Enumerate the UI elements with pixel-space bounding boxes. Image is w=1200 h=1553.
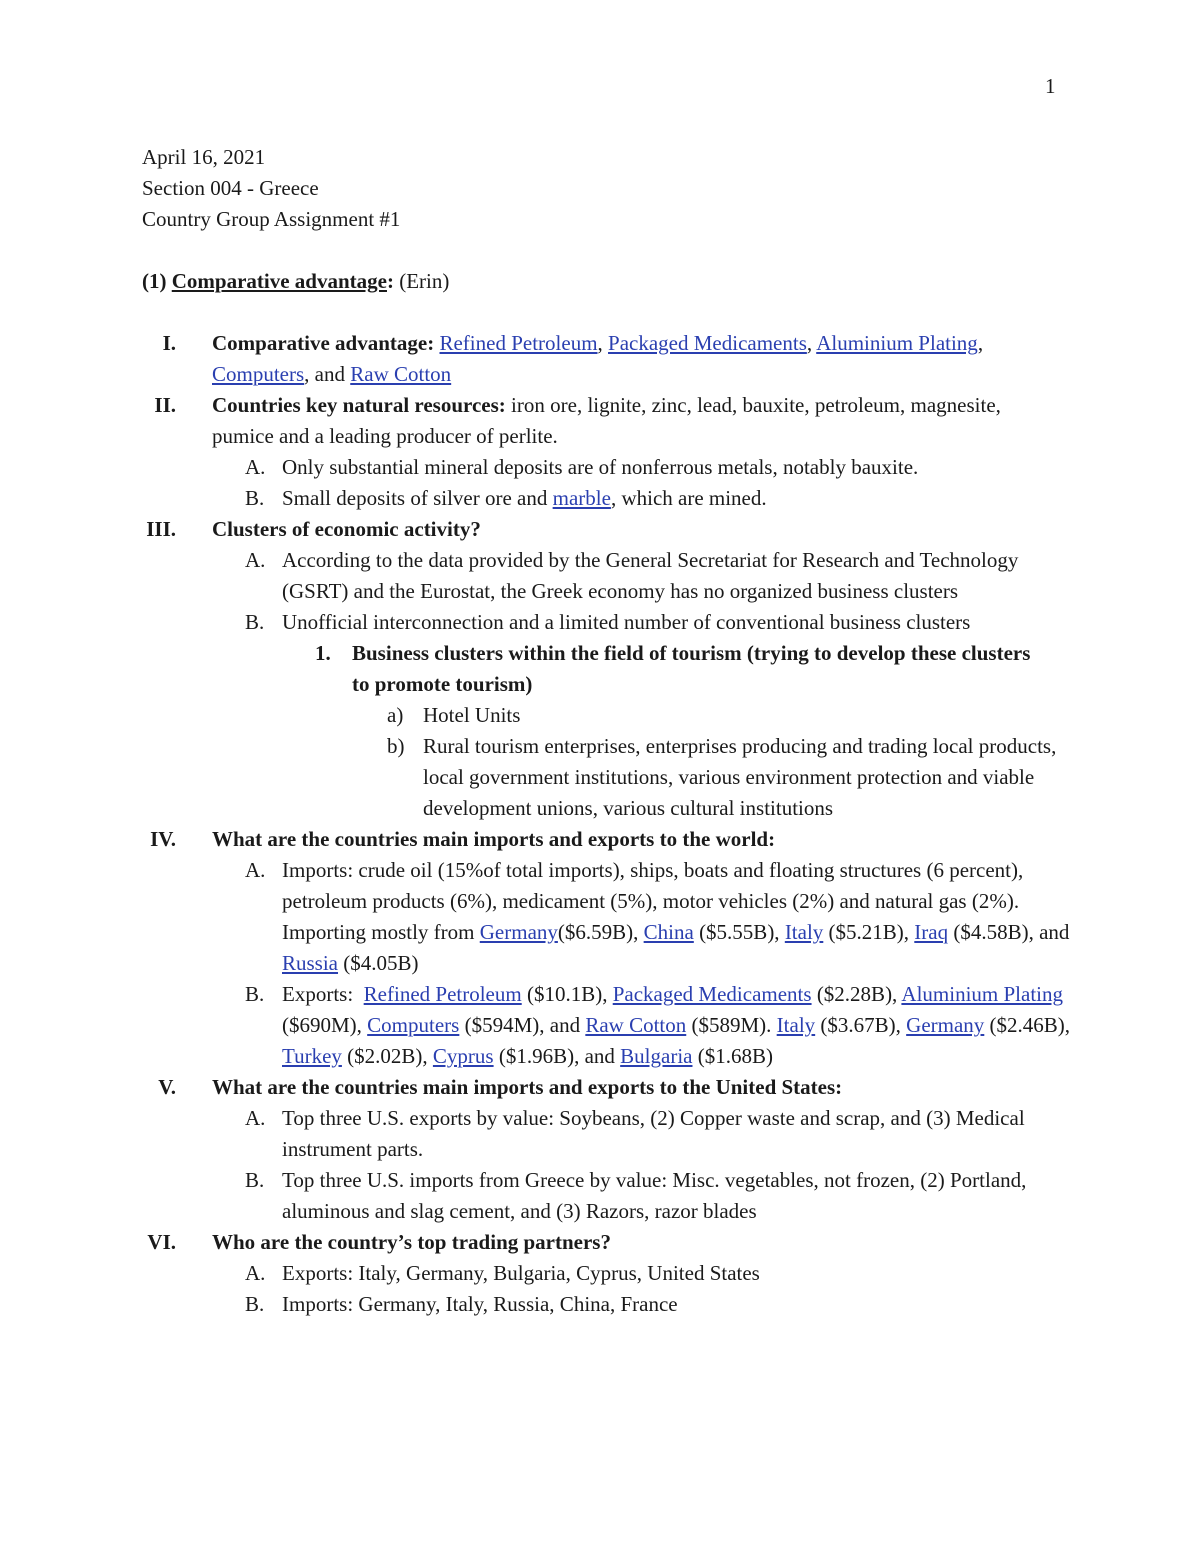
- date-line: April 16, 2021: [142, 145, 266, 169]
- sub-item-b: [0, 1165, 1200, 1227]
- sub-item-text: Exports: Italy, Germany, Bulgaria, Cyprus, United States: [282, 1261, 760, 1285]
- letter-marker: B.: [245, 610, 265, 634]
- roman-numeral: II.: [154, 393, 176, 417]
- outline-item-i: [0, 328, 1200, 390]
- link-refined-petroleum[interactable]: Refined Petroleum: [439, 331, 598, 355]
- sub-item-a: [0, 1103, 1200, 1165]
- link-bulgaria[interactable]: Bulgaria: [620, 1044, 693, 1068]
- letter-marker: B.: [245, 1168, 265, 1192]
- sub-item-text: Top three U.S. imports from Greece by value: Misc. vegetables, not frozen, (2) Portland, aluminous and slag cement, and (3) Razors, razor blades: [282, 1168, 1027, 1223]
- sub-item-text: Unofficial interconnection and a limited number of conventional business clusters: [282, 610, 971, 634]
- roman-numeral: IV.: [150, 827, 176, 851]
- sub-item-a: [0, 855, 1200, 979]
- item-label: Comparative advantage:: [212, 331, 435, 355]
- roman-numeral: III.: [146, 517, 176, 541]
- sub-item-text: Exports: Refined Petroleum ($10.1B), Packaged Medicaments ($2.28B), Aluminium Plating ($690M), Computers ($594M), and Raw Cotton ($589M). Italy ($3.67B), Germany ($2.46B), Turkey ($2.02B), Cyprus ($1.96B), and Bulgaria ($1.68B): [282, 982, 1071, 1068]
- outline-item-iii: [0, 514, 1200, 545]
- heading-colon: :: [386, 269, 394, 293]
- link-germany[interactable]: Germany: [906, 1013, 985, 1037]
- link-packaged-medicaments[interactable]: Packaged Medicaments: [608, 331, 807, 355]
- letter-marker: B.: [245, 982, 265, 1006]
- item-body: [212, 1072, 1062, 1103]
- section-line: Section 004 - Greece: [142, 176, 319, 200]
- link-raw-cotton[interactable]: Raw Cotton: [585, 1013, 687, 1037]
- item-body: [212, 1227, 1062, 1258]
- number-marker: 1.: [315, 641, 331, 665]
- roman-numeral: V.: [158, 1075, 176, 1099]
- link-computers[interactable]: Computers: [212, 362, 305, 386]
- outline-item-vi: [0, 1227, 1200, 1258]
- link-computers[interactable]: Computers: [367, 1013, 460, 1037]
- letter-marker: A.: [245, 1106, 266, 1130]
- letter-marker: A.: [245, 548, 266, 572]
- letter-marker: B.: [245, 1292, 265, 1316]
- assignment-line: Country Group Assignment #1: [142, 207, 401, 231]
- paren-marker: a): [387, 703, 404, 727]
- letter-marker: A.: [245, 858, 266, 882]
- sub-item-text: Only substantial mineral deposits are of nonferrous metals, notably bauxite.: [282, 455, 919, 479]
- link-marble[interactable]: marble: [552, 486, 611, 510]
- link-turkey[interactable]: Turkey: [282, 1044, 342, 1068]
- roman-numeral: I.: [162, 331, 176, 355]
- item-label: Countries key natural resources:: [212, 393, 506, 417]
- roman-numeral: VI.: [147, 1230, 176, 1254]
- link-russia[interactable]: Russia: [282, 951, 339, 975]
- sub-sub-item-b: [0, 731, 1200, 824]
- sub-item-b: [0, 979, 1200, 1072]
- outline: [0, 328, 1200, 1320]
- item-body: [212, 514, 1062, 545]
- sub-item-a: [0, 545, 1200, 607]
- sub-item-a: [0, 452, 1200, 483]
- link-aluminium-plating[interactable]: Aluminium Plating: [901, 982, 1063, 1006]
- outline-item-v: [0, 1072, 1200, 1103]
- page-number: 1: [1045, 74, 1056, 98]
- sub-sub-item-text: Rural tourism enterprises, enterprises producing and trading local products, local government institutions, various environment protection and viable development unions, various cultural institutions: [423, 734, 1057, 820]
- link-germany[interactable]: Germany: [479, 920, 558, 944]
- heading-author: (Erin): [399, 269, 450, 293]
- sub-item-text: Top three U.S. exports by value: Soybeans, (2) Copper waste and scrap, and (3) Medical instrument parts.: [282, 1106, 1025, 1161]
- sub-sub-item-a: [0, 700, 1200, 731]
- item-body: [212, 390, 1062, 452]
- item-label: Who are the country’s top trading partners?: [212, 1230, 611, 1254]
- sub-item-text: Small deposits of silver ore and marble, which are mined.: [282, 486, 767, 510]
- item-text: iron ore, lignite, zinc, lead, bauxite, petroleum, magnesite, pumice and a leading producer of perlite.: [212, 393, 1001, 448]
- sub-sub-item-text: Hotel Units: [423, 703, 521, 727]
- numbered-item-text: Business clusters within the field of tourism (trying to develop these clusters to promote tourism): [352, 641, 1031, 696]
- link-italy[interactable]: Italy: [784, 920, 824, 944]
- link-iraq[interactable]: Iraq: [914, 920, 949, 944]
- link-packaged-medicaments[interactable]: Packaged Medicaments: [612, 982, 812, 1006]
- paren-marker: b): [387, 734, 405, 758]
- item-body: [212, 824, 1062, 855]
- heading-number: (1): [142, 269, 167, 293]
- letter-marker: A.: [245, 455, 266, 479]
- outline-item-iv: [0, 824, 1200, 855]
- sub-item-text: According to the data provided by the General Secretariat for Research and Technology (GSRT) and the Eurostat, the Greek economy has no organized business clusters: [282, 548, 1019, 603]
- letter-marker: B.: [245, 486, 265, 510]
- item-label: What are the countries main imports and exports to the world:: [212, 827, 776, 851]
- link-cyprus[interactable]: Cyprus: [432, 1044, 494, 1068]
- sub-item-text: Imports: crude oil (15%of total imports), ships, boats and floating structures (6 percent), petroleum products (6%), medicament (5%), motor vehicles (2%) and natural gas (2%). Importing mostly from Germany($6.59B), China ($5.55B), Italy ($5.21B), Iraq ($4.58B), and Russia ($4.05B): [282, 858, 1070, 975]
- outline-item-ii: [0, 390, 1200, 452]
- item-body: Comparative advantage: Refined Petroleum, Packaged Medicaments, Aluminium Plating, Computers, and Raw Cotton: [212, 331, 984, 386]
- sub-item-text: Imports: Germany, Italy, Russia, China, France: [282, 1292, 678, 1316]
- heading-title: Comparative advantage: [171, 269, 387, 293]
- item-label: What are the countries main imports and exports to the United States:: [212, 1075, 843, 1099]
- document-header: [142, 142, 400, 235]
- sub-item-b: [0, 1289, 1200, 1320]
- numbered-item-1: [0, 638, 1200, 700]
- letter-marker: A.: [245, 1261, 266, 1285]
- sub-item-b: [0, 607, 1200, 638]
- section-heading: [142, 266, 449, 297]
- item-label: Clusters of economic activity?: [212, 517, 481, 541]
- link-aluminium-plating[interactable]: Aluminium Plating: [816, 331, 978, 355]
- sub-item-b: [0, 483, 1200, 514]
- link-refined-petroleum[interactable]: Refined Petroleum: [363, 982, 522, 1006]
- link-italy[interactable]: Italy: [776, 1013, 816, 1037]
- sub-item-a: [0, 1258, 1200, 1289]
- link-raw-cotton[interactable]: Raw Cotton: [350, 362, 452, 386]
- link-china[interactable]: China: [643, 920, 694, 944]
